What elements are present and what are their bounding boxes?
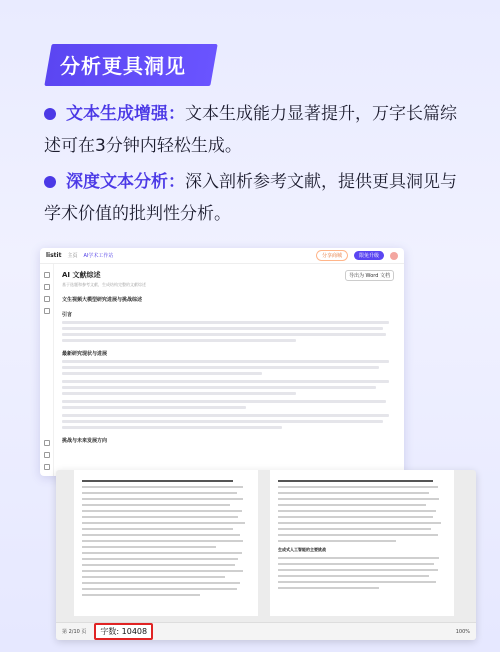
app-window: [40, 248, 404, 476]
upgrade-button[interactable]: 限免升级: [354, 251, 384, 260]
app-sidebar: [40, 264, 54, 476]
section-progress: 最新研究现状与进展: [62, 351, 108, 357]
settings-icon[interactable]: [44, 464, 50, 470]
word-statusbar: [56, 622, 476, 640]
feature-desc: 深入剖析参考文献，提供更具洞见与学术价值的批判性分析。: [44, 172, 457, 224]
zoom-level[interactable]: 100%: [455, 628, 470, 635]
feature-deep-analysis: [44, 166, 464, 230]
app-logo: listit: [46, 252, 62, 259]
doc-heading: 文生视频大模型研究进展与挑战综述: [62, 297, 143, 303]
word-section-title: 生成式人工智能的主要挑战: [278, 547, 326, 552]
word-window: [56, 470, 476, 640]
export-word-button[interactable]: 导出为 Word 文档: [345, 270, 394, 281]
message-icon[interactable]: [44, 452, 50, 458]
document-area: [62, 270, 396, 444]
home-icon[interactable]: [44, 272, 50, 278]
banner-title: 分析更具洞见: [60, 54, 186, 78]
tab-ai-workstation[interactable]: AI学术工作站: [83, 253, 114, 259]
section-intro: 引言: [62, 312, 73, 318]
avatar[interactable]: [390, 252, 398, 260]
bullet-dot-icon: [44, 176, 56, 188]
app-topbar: [40, 248, 404, 264]
page-indicator[interactable]: 第 2/10 页: [62, 629, 87, 635]
folder-icon[interactable]: [44, 308, 50, 314]
feature-text-generation: [44, 98, 464, 162]
feature-title: 文本生成增强：: [66, 104, 185, 124]
word-page-right: [270, 470, 454, 616]
doc-title: AI 文献综述: [62, 271, 101, 279]
share-button[interactable]: 分享商城: [316, 250, 348, 261]
doc-subtitle: 基于选题和参考文献，生成结构完整的文献综述: [62, 282, 146, 287]
word-page-left: [74, 470, 258, 616]
document-icon[interactable]: [44, 284, 50, 290]
word-count[interactable]: 字数: 10408: [94, 623, 153, 640]
section-challenges: 挑战与未来发展方向: [62, 438, 108, 444]
bullet-dot-icon: [44, 108, 56, 120]
book-icon[interactable]: [44, 296, 50, 302]
tab-home[interactable]: 主页: [67, 253, 78, 259]
help-icon[interactable]: [44, 440, 50, 446]
feature-title: 深度文本分析：: [66, 172, 185, 192]
feature-desc: 文本生成能力显著提升，万字长篇综述可在3分钟内轻松生成。: [44, 104, 457, 156]
